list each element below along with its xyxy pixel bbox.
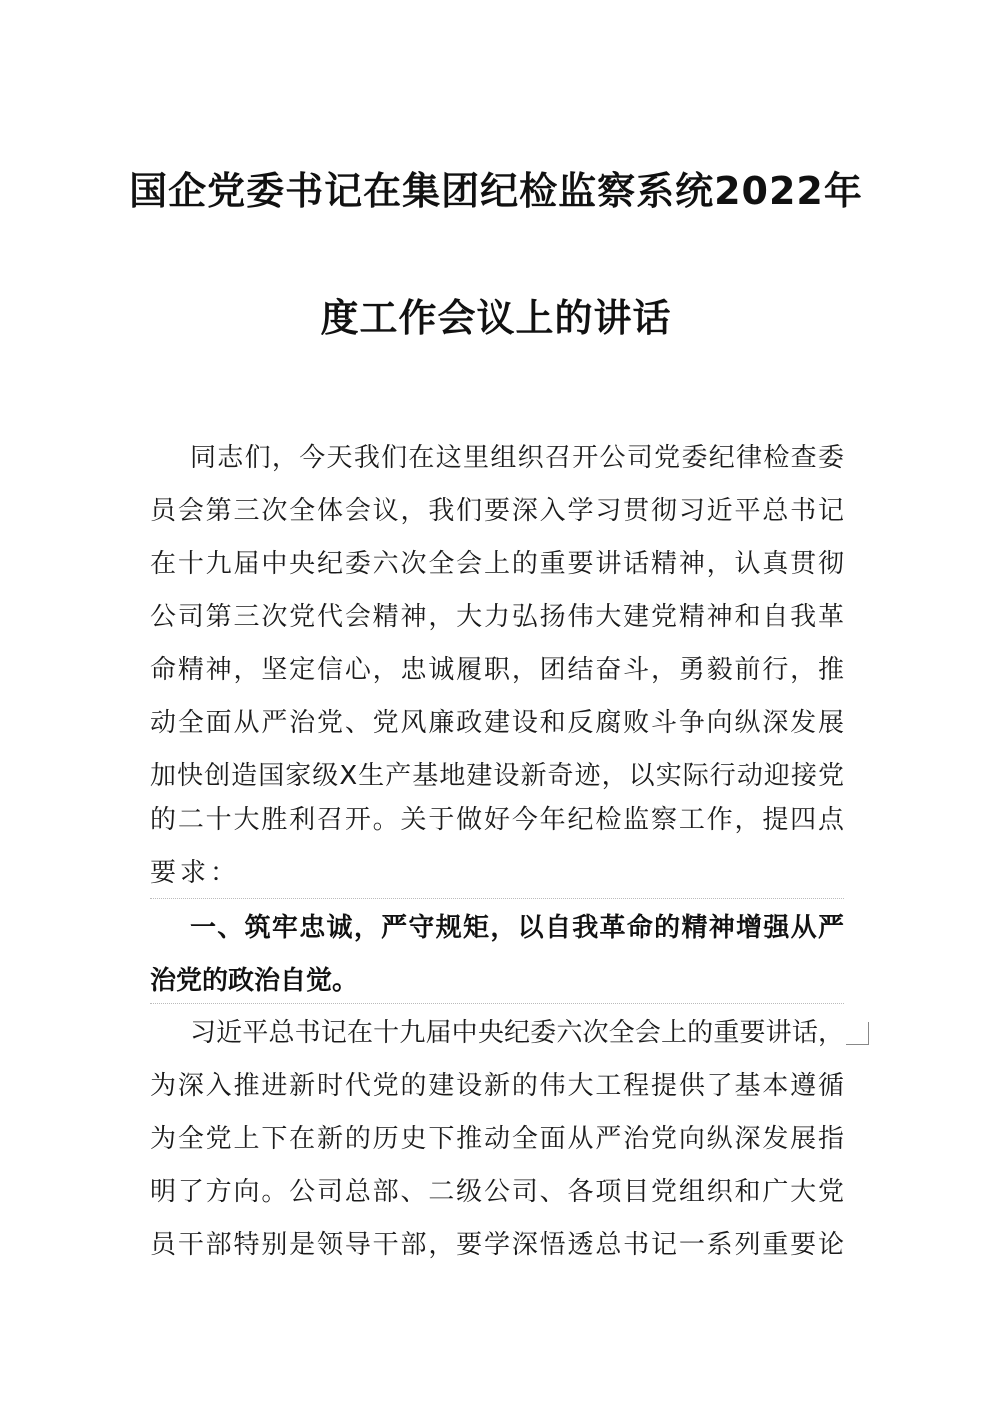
line-text: 在十九届中央纪委六次全会上的重要讲话精神，认真贯彻 [150,549,844,579]
paragraph-line [150,544,844,584]
line-text: 动全面从严治党、党风廉政建设和反腐败斗争向纵深发展 [150,708,844,738]
line-text: 的二十大胜利召开。关于做好今年纪检监察工作，提四点 [150,805,844,835]
paragraph-line [150,1225,844,1265]
line-text: 命精神，坚定信心，忠诚履职，团结奋斗，勇毅前行，推 [150,655,844,685]
line-text: 为全党上下在新的历史下推动全面从严治党向纵深发展指 [150,1124,844,1154]
paragraph-intro [150,438,844,798]
line-text: 同志们，今天我们在这里组织召开公司党委纪律检查委 [190,443,844,473]
paragraph-line [150,853,844,893]
line-text: 治党的政治自觉。 [150,966,359,996]
paragraph-line [190,1013,844,1053]
document-title-line-1: 国企党委书记在集团纪检监察系统2022年 [129,169,863,213]
paragraph-line [150,491,844,531]
heading-line [190,908,844,948]
paragraph-line [150,800,844,840]
line-text: 习近平总书记在十九届中央纪委六次全会上的重要讲话， [190,1018,844,1048]
document-title-line-2: 度工作会议上的讲话 [320,296,672,340]
heading-line [150,961,844,1001]
line-text: 加快创造国家级X生产基地建设新奇迹，以实际行动迎接党 [150,761,844,791]
paragraph-line [150,1172,844,1212]
paragraph-line [150,1119,844,1159]
paragraph-line [150,703,844,743]
paragraph-section-1 [150,1013,844,1273]
paragraph-line [150,650,844,690]
paragraph-line [150,1066,844,1106]
paragraph-line [150,597,844,637]
line-text: 员会第三次全体会议，我们要深入学习贯彻习近平总书记 [150,496,844,526]
line-text: 公司第三次党代会精神，大力弘扬伟大建党精神和自我革 [150,602,844,632]
line-text: 员干部特别是领导干部，要学深悟透总书记一系列重要论 [150,1230,844,1260]
paragraph-line [150,756,844,796]
line-text: 明了方向。公司总部、二级公司、各项目党组织和广大党 [150,1177,844,1207]
line-text: 为深入推进新时代党的建设新的伟大工程提供了基本遵循 [150,1071,844,1101]
section-divider [150,1003,844,1004]
paragraph-line [190,438,844,478]
line-text: 要求： [150,858,241,888]
section-heading-1 [150,908,844,998]
margin-corner-mark [846,1022,869,1045]
section-divider [150,898,844,899]
line-text: 一、筑牢忠诚，严守规矩，以自我革命的精神增强从严 [190,913,844,943]
paragraph-intro-continued [150,800,844,900]
